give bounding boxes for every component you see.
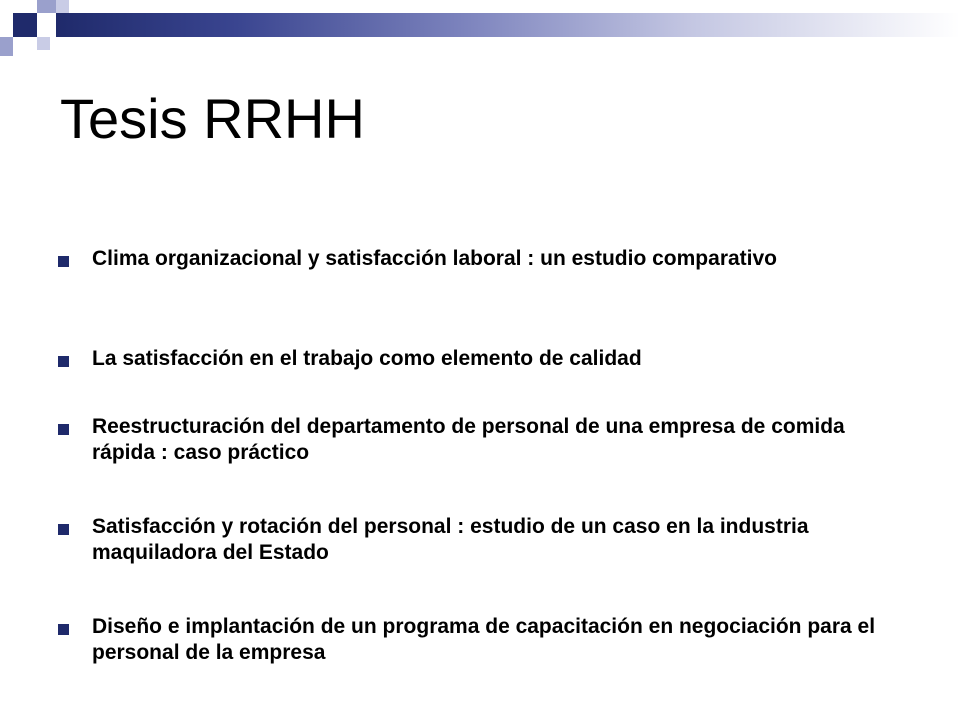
bullet-text: Satisfacción y rotación del personal : estudio de un caso en la industria maquiladora del Estado [92,515,809,564]
decor-square-lavender [37,0,56,13]
bullet-item [58,246,878,272]
decor-square-lavender [0,37,13,56]
bullet-text: Reestructuración del departamento de personal de una empresa de comida rápida : caso práctico [92,415,845,464]
bullet-text: La satisfacción en el trabajo como elemento de calidad [92,347,642,370]
square-bullet-icon [58,524,69,535]
square-bullet-icon [58,356,69,367]
bullet-item [58,414,878,466]
bullet-text: Diseño e implantación de un programa de capacitación en negociación para el personal de la empresa [92,615,876,664]
decor-square-pale [56,0,69,13]
bullet-item [58,514,878,566]
slide-title: Tesis RRHH [60,87,365,150]
bullet-item [58,614,878,666]
header-gradient-bar [56,13,960,37]
decor-square-navy [13,13,37,37]
decor-square-pale [37,37,50,50]
bullet-text: Clima organizacional y satisfacción laboral : un estudio comparativo [92,247,778,270]
square-bullet-icon [58,424,69,435]
bullet-item [58,346,878,372]
square-bullet-icon [58,256,69,267]
square-bullet-icon [58,624,69,635]
